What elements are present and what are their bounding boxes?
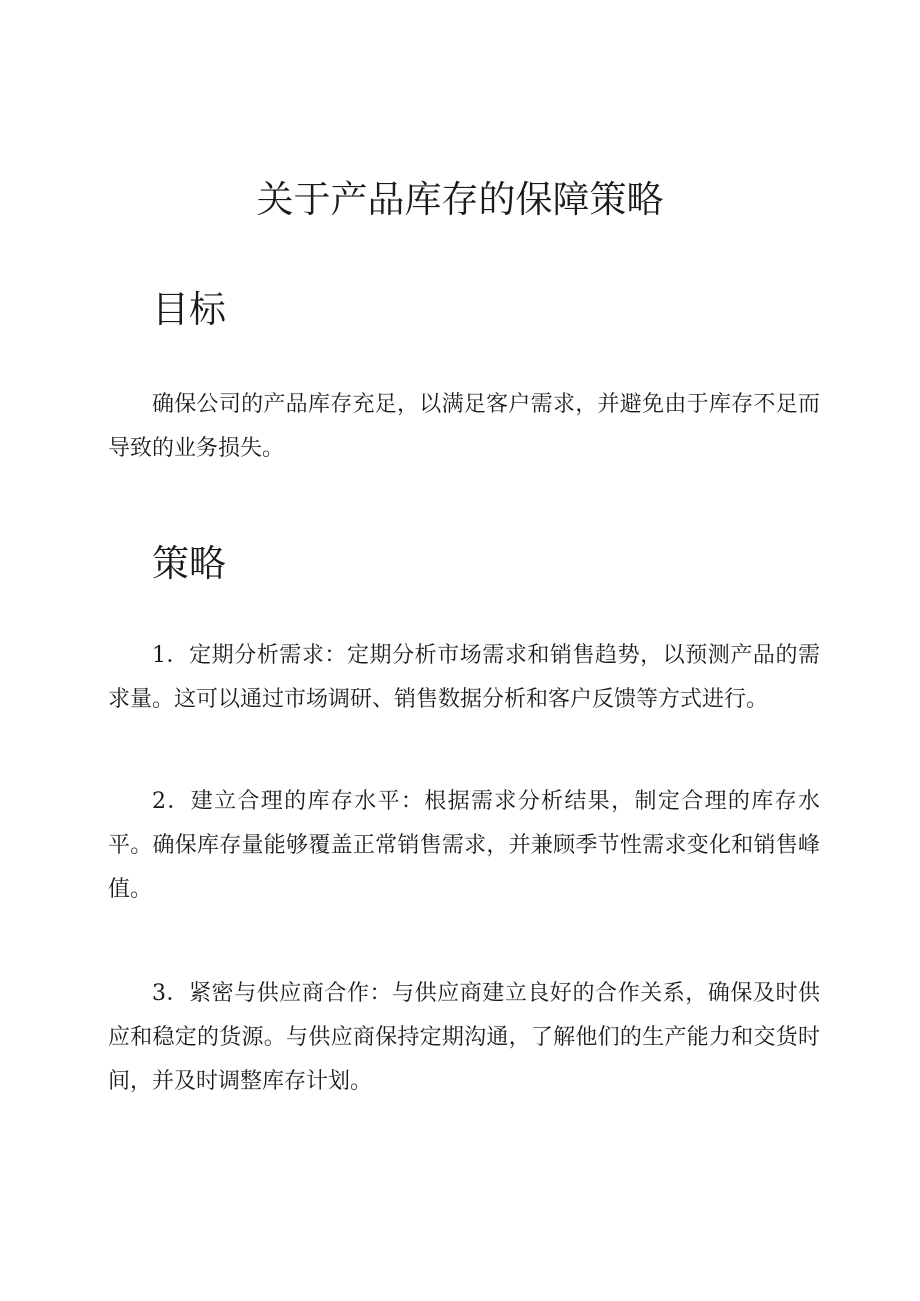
goal-heading: 目标 [152, 288, 226, 331]
goal-paragraph: 确保公司的产品库存充足，以满足客户需求，并避免由于库存不足而导致的业务损失。 [108, 392, 820, 461]
strategy-item-1: 1．定期分析需求：定期分析市场需求和销售趋势，以预测产品的需求量。这可以通过市场调研、销售数据分析和客户反馈等方式进行。 [108, 643, 820, 712]
strategy-item-2: 2．建立合理的库存水平：根据需求分析结果，制定合理的库存水平。确保库存量能够覆盖正常销售需求，并兼顾季节性需求变化和销售峰值。 [108, 789, 820, 902]
document-title: 关于产品库存的保障策略 [256, 178, 664, 221]
strategy-heading: 策略 [152, 542, 226, 585]
strategy-item-3: 3．紧密与供应商合作：与供应商建立良好的合作关系，确保及时供应和稳定的货源。与供应商保持定期沟通，了解他们的生产能力和交货时间，并及时调整库存计划。 [108, 981, 820, 1094]
